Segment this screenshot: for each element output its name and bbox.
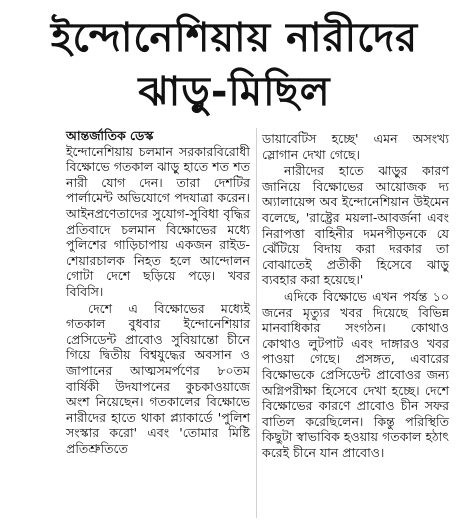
article-column-left <box>66 128 250 456</box>
paragraph-5: এদিকে বিক্ষোভে এখন পর্যন্ত ১০ জনের মৃত্যুর খবর দিয়েছে বিভিন্ন মানবাধিকার সংগঠন। কোথাও কোথাও লুটপাট এবং দাঙ্গারও খবর পাওয়া গেছে। প্রসঙ্গত, এবারের বিক্ষোভকে প্রেসিডেন্ট প্রাবোওর জন্য অগ্নিপরীক্ষা হিসেবে দেখা হচ্ছে। দেশে বিক্ষোভের কারণে প্রাবোও চীন সফর বাতিল করেছিলেন। কিন্তু পরিস্থিতি কিছুটা স্বাভাবিক হওয়ায় গতকাল হঠাৎ করেই চীনে যান প্রাবোও। <box>262 288 449 460</box>
article-column-right <box>262 131 449 460</box>
paragraph-1: ইন্দোনেশিয়ায় চলমান সরকারবিরোধী বিক্ষোভে গতকাল ঝাড়ু হাতে শত শত নারী যোগ দেন। তারা দেশটির পার্লামেন্ট অভিযোগে পদযাত্রা করেন। আইনপ্রণেতাদের সুযোগ-সুবিধা বৃদ্ধির প্রতিবাদে চলমান বিক্ষোভের মধ্যে পুলিশের গাড়িচাপায় একজন রাইড-শেয়ারচালক নিহত হলে আন্দোলন গোটা দেশে ছড়িয়ে পড়ে। খবর বিবিসি। <box>66 143 250 299</box>
desk-byline: আন্তর্জাতিক ডেস্ক <box>66 128 154 143</box>
paragraph-2: দেশে এ বিক্ষোভের মধ্যেই গতকাল বুধবার ইন্দোনেশিয়ার প্রেসিডেন্ট প্রাবোও সুবিয়ান্তো চীনে গিয়ে দ্বিতীয় বিশ্বযুদ্ধের অবসান ও জাপানের আত্মসমর্পণের ৮০তম বার্ষিকী উদযাপনের কুচকাওয়াজে অংশ নিয়েছেন। গতকালের বিক্ষোভে নারীদের হাতে থাকা প্ল্যাকার্ডে 'পুলিশ সংস্কার করো' এবং 'তোমার মিষ্টি প্রতিশ্রুতিতে <box>66 300 250 456</box>
paragraph-4: নারীদের হাতে ঝাড়ুর কারণ জানিয়ে বিক্ষোভের আয়োজক দ্য অ্যালায়েন্স অব ইন্দোনেশিয়ান উইমেন বলেছে, 'রাষ্ট্রের ময়লা-আবর্জনা এবং নিরাপত্তা বাহিনীর দমনপীড়নকে যে ঝেঁটিয়ে বিদায় করা দরকার তা বোঝাতেই প্রতীকী হিসেবে ঝাড়ু ব্যবহার করা হয়েছে।' <box>262 163 449 288</box>
headline-line-2: ঝাড়ু-মিছিল <box>138 69 331 115</box>
column-divider <box>256 128 257 518</box>
headline-line-1: ইন্দোনেশিয়ায় নারীদের <box>50 15 419 61</box>
paragraph-3: ডায়াবেটিস হচ্ছে' এমন অসংখ্য স্লোগান দেখা গেছে। <box>262 131 449 162</box>
